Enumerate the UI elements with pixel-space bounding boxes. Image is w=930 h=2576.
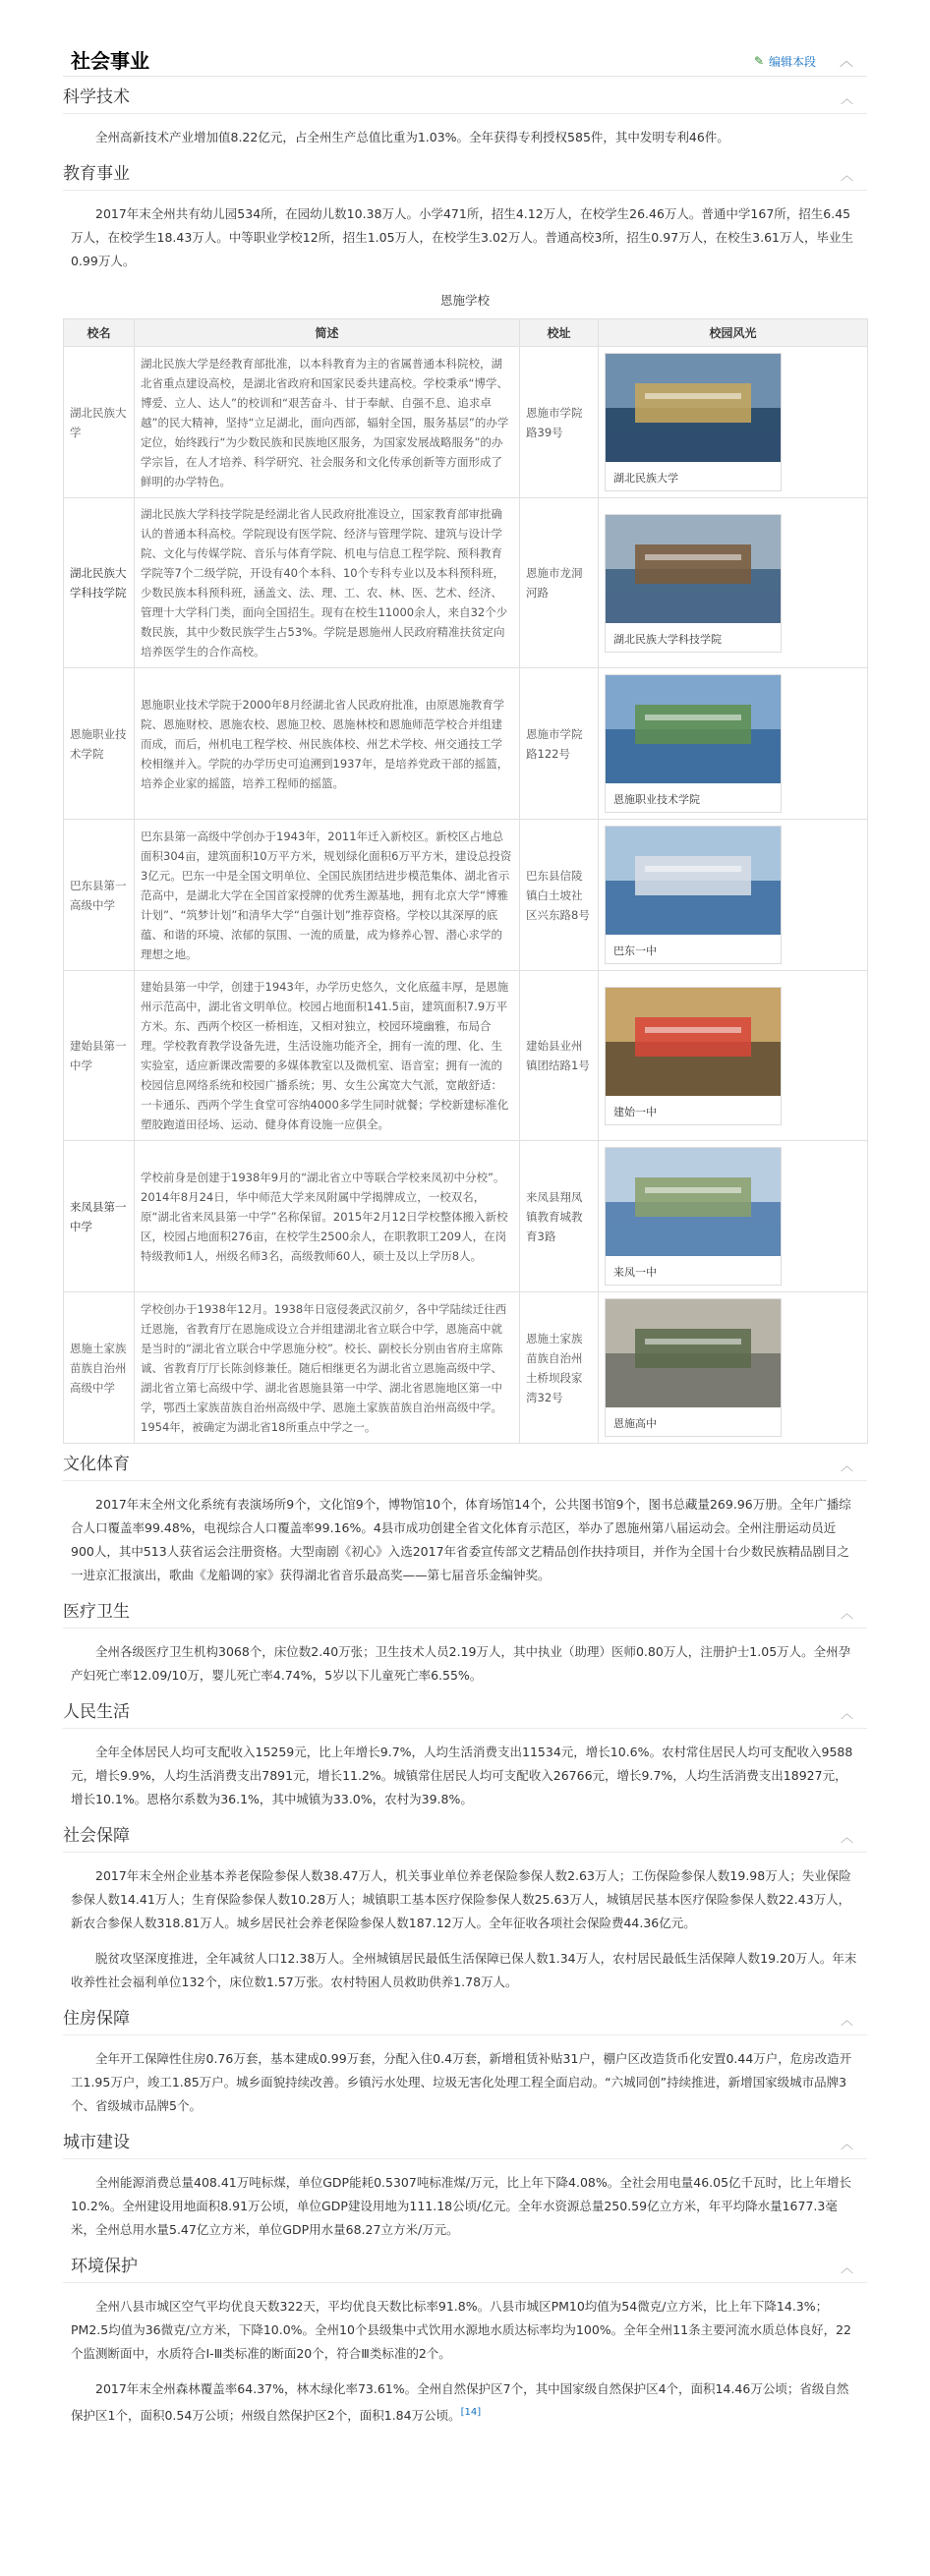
- campus-image: [606, 675, 781, 783]
- school-description: 湖北民族大学科技学院是经湖北省人民政府批准设立，国家教育部审批确认的普通本科高校。学院现设有医学院、经济与管理学院、建筑与设计学院、文化与传媒学院、音乐与体育学院、机电与信息工程学院、预科教育学院等7个二级学院，开设有40个本科、10个专科专业以及本科预科班，少数民族本科预科班，涵盖文、法、理、工、农、林、医、艺术、经济、管理十大学科门类，面向全国招生。现有在校生11000余人，来自32个少数民族，其中少数民族学生占53%。学院是恩施州人民政府精准扶贫定向培养医学生的合作高校。: [135, 498, 520, 668]
- chevron-up-icon[interactable]: ︿: [840, 169, 853, 184]
- campus-image: [606, 1148, 781, 1256]
- subsection-title: 社会保障: [63, 1826, 130, 1846]
- school-photo-cell: [599, 1292, 868, 1444]
- school-photo[interactable]: [605, 514, 782, 653]
- paragraph: 2017年末全州共有幼儿园534所，在园幼儿数10.38万人。小学471所，招生4.12万人，在校学生26.46万人。普通中学167所，招生6.45万人，在校学生18.43万人。中等职业学校12所，招生1.05万人，在校学生3.02万人。普通高校3所，招生0.97万人，在校生3.61万人，毕业生0.99万人。: [71, 206, 853, 268]
- table-row: [64, 498, 868, 668]
- paragraph: 2017年末全州企业基本养老保险参保人数38.47万人，机关事业单位养老保险参保人数2.63万人；工伤保险参保人数19.98万人；失业保险参保人数14.41万人；生育保险参保人数10.28万人；城镇职工基本医疗保险参保人数25.63万人，城镇居民基本医疗保险参保人数22.43万人，新农合参保人数318.81万人。城乡居民社会养老保险参保人数187.12万人。全年征收各项社会保险费44.36亿元。: [71, 1868, 851, 1930]
- pencil-icon: ✎: [753, 54, 765, 68]
- school-address: 巴东县信陵镇白土坡社区兴东路8号: [520, 820, 599, 971]
- subsection-header: [63, 1691, 867, 1729]
- table-row: [64, 820, 868, 971]
- subsection-header: [63, 1815, 867, 1853]
- subsection-header: [63, 1998, 867, 2035]
- edit-label: 编辑本段: [768, 55, 816, 69]
- school-photo[interactable]: [605, 1298, 782, 1437]
- school-address: 建始县业州镇团结路1号: [520, 971, 599, 1141]
- school-name-link[interactable]: 恩施职业技术学院: [64, 668, 135, 820]
- subsection-title: 城市建设: [63, 2133, 130, 2152]
- subsection-header: [63, 1444, 867, 1481]
- school-description: 巴东县第一高级中学创办于1943年，2011年迁入新校区。新校区占地总面积304亩，建筑面积10万平方米，规划绿化面积6万平方米，建设总投资3亿元。巴东一中是全国文明单位、全国民族团结进步模范集体、湖北省示范高中，是湖北大学在全国首家授牌的优秀生源基地，拥有北京大学“博雅计划”、“筑梦计划”和清华大学“自强计划”推荐资格。学校以其深厚的底蕴、和谐的环境、浓郁的氛围、一流的质量，成为修养心智、潜心求学的理想之地。: [135, 820, 520, 971]
- school-photo-cell: [599, 498, 868, 668]
- column-header: 校名: [64, 319, 135, 347]
- subsection-title: 住房保障: [63, 2009, 130, 2029]
- subsection-header: [63, 1591, 867, 1629]
- subsection-title: 科学技术: [63, 87, 130, 107]
- subsection-title: 文化体育: [63, 1455, 130, 1474]
- paragraph: 脱贫攻坚深度推进，全年减贫人口12.38万人。全州城镇居民最低生活保障已保人数1.34万人，农村居民最低生活保障人数19.20万人。年末收养性社会福利单位132个，床位数1.57万张。农村特困人员救助供养1.78万人。: [71, 1951, 857, 1989]
- school-description: 建始县第一中学，创建于1943年，办学历史悠久，文化底蕴丰厚，是恩施州示范高中，湖北省文明单位。校园占地面积141.5亩，建筑面积7.9万平方米。东、西两个校区一桥相连，又相对独立，校园环境幽雅，布局合理。学校教育教学设备先进，生活设施功能齐全，拥有一流的理、化、生实验室，适应新课改需要的多媒体教室以及微机室、语音室；拥有一流的校园信息网络系统和校园广播系统；男、女生公寓宽大气派，宽敞舒适：一卡通乐、西两个学生食堂可容纳4000多学生同时就餐；学校新建标准化塑胶跑道田径场、运动、健身体育设施一应俱全。: [135, 971, 520, 1141]
- section-health: [63, 1591, 867, 1691]
- photo-caption: 恩施高中: [606, 1413, 781, 1436]
- column-header: 校址: [520, 319, 599, 347]
- column-header: 校园风光: [599, 319, 868, 347]
- table-row: [64, 1141, 868, 1292]
- school-description: 湖北民族大学是经教育部批准，以本科教育为主的省属普通本科院校，湖北省重点建设高校，是湖北省政府和国家民委共建高校。学校秉承“博学、博爱、立人、达人”的校训和“艰苦奋斗、甘于奉献、自强不息、追求卓越”的民大精神，坚持“立足湖北，面向西部，辐射全国，服务基层”的办学定位，始终践行“为少数民族和民族地区服务，为国家发展战略服务”的办学宗旨，在人才培养、科学研究、社会服务和文化传承创新等方面形成了鲜明的办学特色。: [135, 347, 520, 498]
- section-education: [63, 153, 867, 1444]
- photo-caption: 湖北民族大学: [606, 468, 781, 490]
- paragraph: 全州八县市城区空气平均优良天数322天，平均优良天数比标率91.8%。八县市城区PM10均值为54微克/立方米，比上年下降14.3%；PM2.5均值为36微克/立方米，下降10.0%。全州10个县级集中式饮用水源地水质达标率均为100%。全年全州11条主要河流水质总体良好，22个监测断面中，水质符合Ⅰ-Ⅲ类标准的断面20个，符合Ⅲ类标准的2个。: [71, 2299, 851, 2361]
- chevron-up-icon[interactable]: ︿: [840, 1607, 853, 1622]
- school-description: 学校创办于1938年12月。1938年日寇侵袭武汉前夕，各中学陆续迁往西迁恩施，省教育厅在恩施成设立合并组建湖北省立联合中学，恩施高中就是当时的“湖北省立联合中学恩施分校”。校长、副校长分别由省府主席陈诚、省教育厅厅长陈剑修兼任。随后相继更名为湖北省立恩施高级中学、湖北省立第七高级中学、湖北省恩施县第一中学、湖北省恩施地区第一中学，鄂西土家族苗族自治州高级中学、恩施土家族苗族自治州高级中学。1954年，被确定为湖北省18所重点中学之一。: [135, 1292, 520, 1444]
- paragraph-text: 2017年末全州森林覆盖率64.37%，林木绿化率73.61%。全州自然保护区7个，其中国家级自然保护区4个，面积14.46万公顷；省级自然保护区1个，面积0.54万公顷；州级自然保护区2个，面积1.84万公顷。: [71, 2381, 849, 2424]
- photo-caption: 湖北民族大学科技学院: [606, 629, 781, 652]
- campus-image: [606, 827, 781, 935]
- school-photo-cell: [599, 1141, 868, 1292]
- school-address: 恩施土家族苗族自治州土桥坝段家湾32号: [520, 1292, 599, 1444]
- column-header: 简述: [135, 319, 520, 347]
- school-photo-cell: [599, 820, 868, 971]
- schools-table: [63, 318, 868, 1444]
- school-name-link[interactable]: 恩施土家族苗族自治州高级中学: [64, 1292, 135, 1444]
- table-row: [64, 1292, 868, 1444]
- school-name-link[interactable]: 巴东县第一高级中学: [64, 820, 135, 971]
- section-social-security: [63, 1815, 867, 1998]
- reference-link[interactable]: [14]: [460, 2407, 482, 2418]
- subsection-title: 人民生活: [63, 1702, 130, 1722]
- school-photo-cell: [599, 971, 868, 1141]
- paragraph: 全州各级医疗卫生机构3068个，床位数2.40万张；卫生技术人员2.19万人，其中执业（助理）医师0.80万人，注册护士1.05万人。全州孕产妇死亡率12.09/10万，婴儿死亡率4.74%，5岁以下儿童死亡率6.55%。: [71, 1644, 851, 1683]
- campus-image: [606, 988, 781, 1096]
- school-address: 来凤县翔凤镇教育城教育3路: [520, 1141, 599, 1292]
- chevron-up-icon[interactable]: ︿: [840, 1707, 853, 1722]
- subsection-title: 教育事业: [63, 164, 130, 184]
- school-name: 湖北民族大学科技学院: [64, 498, 135, 668]
- photo-caption: 恩施职业技术学院: [606, 789, 781, 812]
- table-caption: 恩施学校: [439, 293, 490, 308]
- section-science: [63, 77, 867, 153]
- campus-image: [606, 354, 781, 462]
- section-living: [63, 1691, 867, 1815]
- table-row: [64, 971, 868, 1141]
- chevron-up-icon[interactable]: ︿: [840, 2261, 853, 2276]
- school-photo[interactable]: [605, 674, 782, 813]
- school-name-link[interactable]: 建始县第一中学: [64, 971, 135, 1141]
- table-row: [64, 668, 868, 820]
- school-address: 恩施市学院路39号: [520, 347, 599, 498]
- section-urban: [63, 2122, 867, 2246]
- photo-caption: 建始一中: [606, 1102, 781, 1124]
- section-housing: [63, 1998, 867, 2122]
- school-name: 来凤县第一中学: [64, 1141, 135, 1292]
- subsection-title: 环境保护: [71, 2257, 138, 2276]
- chevron-up-icon[interactable]: ︿: [840, 92, 853, 107]
- subsection-title: 医疗卫生: [63, 1602, 130, 1622]
- section-header: [63, 0, 867, 77]
- paragraph: [63, 2370, 867, 2432]
- school-description: 学校前身是创建于1938年9月的“湖北省立中等联合学校来凤初中分校”。2014年8月24日，华中师范大学来凤附属中学揭牌成立，一校双名，原“湖北省来凤县第一中学”名称保留。2015年2月12日学校整体搬入新校区，校园占地面积276亩，在校学生2500余人，在职教职工209人，在岗特级教师1人，州级名师3名，高级教师60人，硕士及以上学历8人。: [135, 1141, 520, 1292]
- school-photo[interactable]: [605, 353, 782, 491]
- school-photo[interactable]: [605, 987, 782, 1125]
- chevron-up-icon[interactable]: ︿: [840, 1460, 853, 1474]
- table-row: [64, 347, 868, 498]
- table-header-row: [64, 319, 868, 347]
- chevron-up-icon[interactable]: ︿: [840, 2014, 853, 2029]
- school-address: 恩施市龙洞河路: [520, 498, 599, 668]
- school-photo-cell: [599, 668, 868, 820]
- paragraph: 2017年末全州文化系统有表演场所9个，文化馆9个，博物馆10个，体育场馆14个，公共图书馆9个，图书总藏量269.96万册。全年广播综合人口覆盖率99.48%，电视综合人口覆盖率99.16%。4县市成功创建全省文化体育示范区，举办了恩施州第八届运动会。全州注册运动员近900人，其中513人获省运会注册资格。大型南剧《初心》入选2017年省委宣传部文艺精品创作扶持项目，并作为全国十台少数民族精品剧目之一进京汇报演出，歌曲《龙船调的家》获得湖北省音乐最高奖——第七届音乐金编钟奖。: [71, 1497, 851, 1582]
- photo-caption: 来凤一中: [606, 1262, 781, 1285]
- subsection-header: [63, 2246, 867, 2283]
- school-address: 恩施市学院路122号: [520, 668, 599, 820]
- school-photo-cell: [599, 347, 868, 498]
- page-title: 社会事业: [71, 49, 149, 73]
- school-description: 恩施职业技术学院于2000年8月经湖北省人民政府批准，由原恩施教育学院、恩施财校、恩施农校、恩施卫校、恩施林校和恩施师范学校合并组建而成，而后，州机电工程学校、州民族体校、州艺术学校、州交通技工学校相继并入。学院的办学历史可追溯到1937年，是培养党政干部的摇篮，培养企业家的摇篮，培养工程师的摇篮。: [135, 668, 520, 820]
- photo-caption: 巴东一中: [606, 941, 781, 963]
- subsection-header: [63, 153, 867, 191]
- paragraph: 全年全体居民人均可支配收入15259元，比上年增长9.7%，人均生活消费支出11534元，增长10.6%。农村常住居民人均可支配收入9588元，增长9.9%，人均生活消费支出7891元，增长11.2%。城镇常住居民人均可支配收入26766元，增长9.7%，人均生活消费支出18927元，增长10.1%。恩格尔系数为36.1%，其中城镇为33.0%，农村为39.8%。: [71, 1745, 853, 1806]
- paragraph: 全年开工保障性住房0.76万套，基本建成0.99万套，分配入住0.4万套，新增租赁补贴31户，棚户区改造货币化安置0.44万户，危房改造开工1.95万户，竣工1.85万户。城乡面貌持续改善。乡镇污水处理、垃圾无害化处理工程全面启动。“六城同创”持续推进，新增国家级城市品牌3个、省级城市品牌5个。: [71, 2051, 852, 2113]
- section-environment: [63, 2246, 867, 2432]
- campus-image: [606, 515, 781, 623]
- paragraph: 全州高新技术产业增加值8.22亿元，占全州生产总值比重为1.03%。全年获得专利授权585件，其中发明专利46件。: [95, 130, 729, 144]
- chevron-up-icon[interactable]: ︿: [840, 54, 853, 70]
- paragraph: 全州能源消费总量408.41万吨标煤，单位GDP能耗0.5307吨标准煤/万元，比上年下降4.08%。全社会用电量46.05亿千瓦时，比上年增长10.2%。全州建设用地面积8.91万公顷，单位GDP建设用地为111.18公顷/亿元。全年水资源总量250.59亿立方米，年平均降水量1677.3毫米，全州总用水量5.47亿立方米，单位GDP用水量68.27立方米/万元。: [71, 2175, 852, 2237]
- subsection-header: [63, 77, 867, 114]
- school-name-link[interactable]: 湖北民族大学: [64, 347, 135, 498]
- edit-section-link[interactable]: [754, 53, 816, 70]
- school-photo[interactable]: [605, 1147, 782, 1286]
- chevron-up-icon[interactable]: ︿: [840, 1831, 853, 1846]
- subsection-header: [63, 2122, 867, 2159]
- section-culture: [63, 1444, 867, 1591]
- campus-image: [606, 1299, 781, 1407]
- school-photo[interactable]: [605, 826, 782, 964]
- chevron-up-icon[interactable]: ︿: [840, 2138, 853, 2152]
